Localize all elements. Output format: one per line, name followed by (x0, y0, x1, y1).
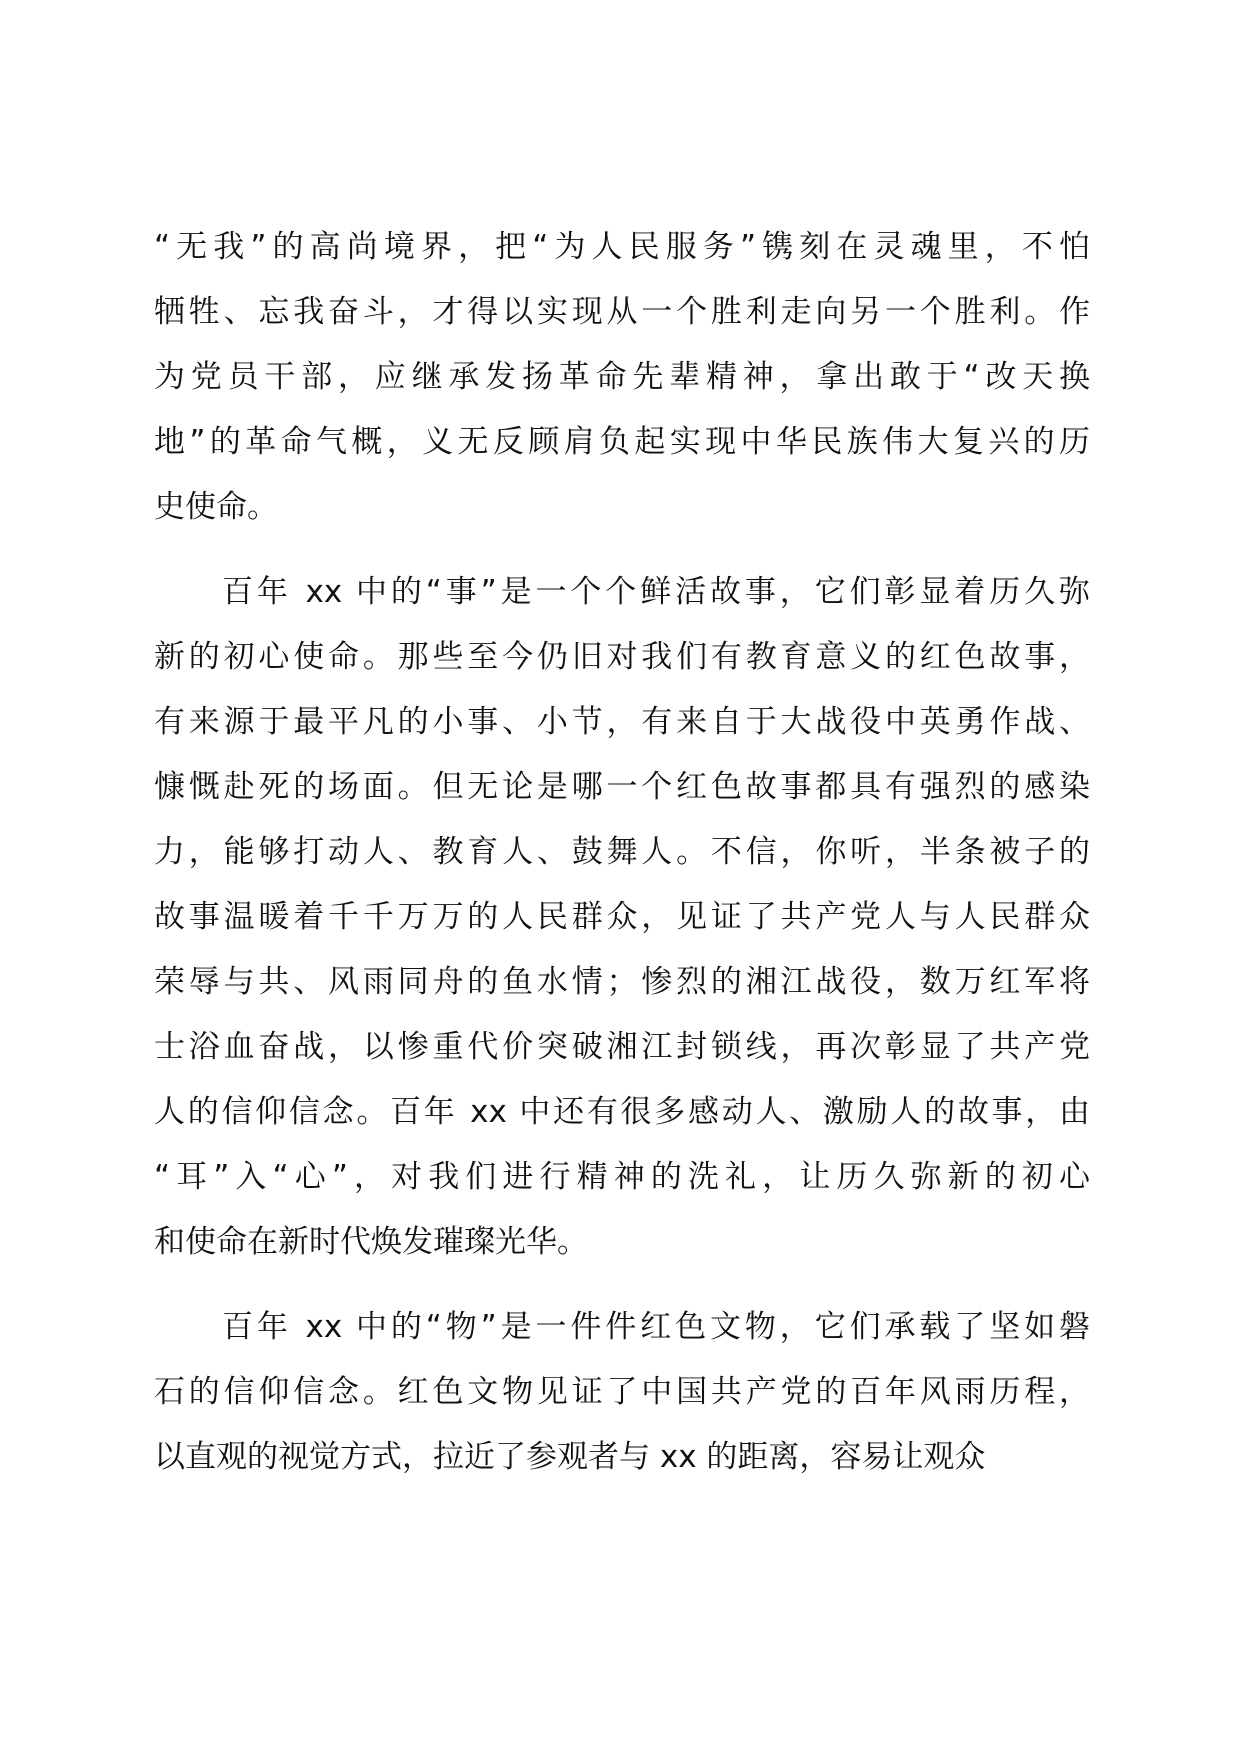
document-body (154, 215, 1090, 1490)
text-line: 有来源于最平凡的小事、小节，有来自于大战役中英勇作战、 (154, 704, 1090, 740)
text-line: 百年 xx 中的“物”是一件件红色文物，它们承载了坚如磐 (222, 1309, 1090, 1345)
text-line: 荣辱与共、风雨同舟的鱼水情；惨烈的湘江战役，数万红军将 (154, 964, 1090, 1000)
text-line: 石的信仰信念。红色文物见证了中国共产党的百年风雨历程， (154, 1374, 1090, 1410)
text-line: 和使命在新时代焕发璀璨光华。 (154, 1224, 588, 1260)
text-line: 力，能够打动人、教育人、鼓舞人。不信，你听，半条被子的 (154, 834, 1090, 870)
text-line: 人的信仰信念。百年 xx 中还有很多感动人、激励人的故事，由 (154, 1094, 1090, 1130)
text-line: 史使命。 (154, 489, 278, 525)
paragraph (154, 215, 1090, 540)
paragraph (154, 1295, 1090, 1490)
text-line: 地”的革命气概，义无反顾肩负起实现中华民族伟大复兴的历 (154, 424, 1090, 460)
paragraph-gap (154, 1275, 1090, 1295)
text-line: 新的初心使命。那些至今仍旧对我们有教育意义的红色故事， (154, 639, 1090, 675)
text-line: 故事温暖着千千万万的人民群众，见证了共产党人与人民群众 (154, 899, 1090, 935)
text-line: 慷慨赴死的场面。但无论是哪一个红色故事都具有强烈的感染 (154, 769, 1090, 805)
text-line: 牺牲、忘我奋斗，才得以实现从一个胜利走向另一个胜利。作 (154, 294, 1090, 330)
paragraph (154, 560, 1090, 1275)
text-line: “无我”的高尚境界，把“为人民服务”镌刻在灵魂里，不怕 (154, 229, 1090, 265)
text-line: 以直观的视觉方式，拉近了参观者与 xx 的距离，容易让观众 (154, 1439, 986, 1475)
text-line: 百年 xx 中的“事”是一个个鲜活故事，它们彰显着历久弥 (222, 574, 1090, 610)
text-line: 士浴血奋战，以惨重代价突破湘江封锁线，再次彰显了共产党 (154, 1029, 1090, 1065)
text-line: “耳”入“心”，对我们进行精神的洗礼，让历久弥新的初心 (154, 1159, 1090, 1195)
text-line: 为党员干部，应继承发扬革命先辈精神，拿出敢于“改天换 (154, 359, 1090, 395)
paragraph-gap (154, 540, 1090, 560)
